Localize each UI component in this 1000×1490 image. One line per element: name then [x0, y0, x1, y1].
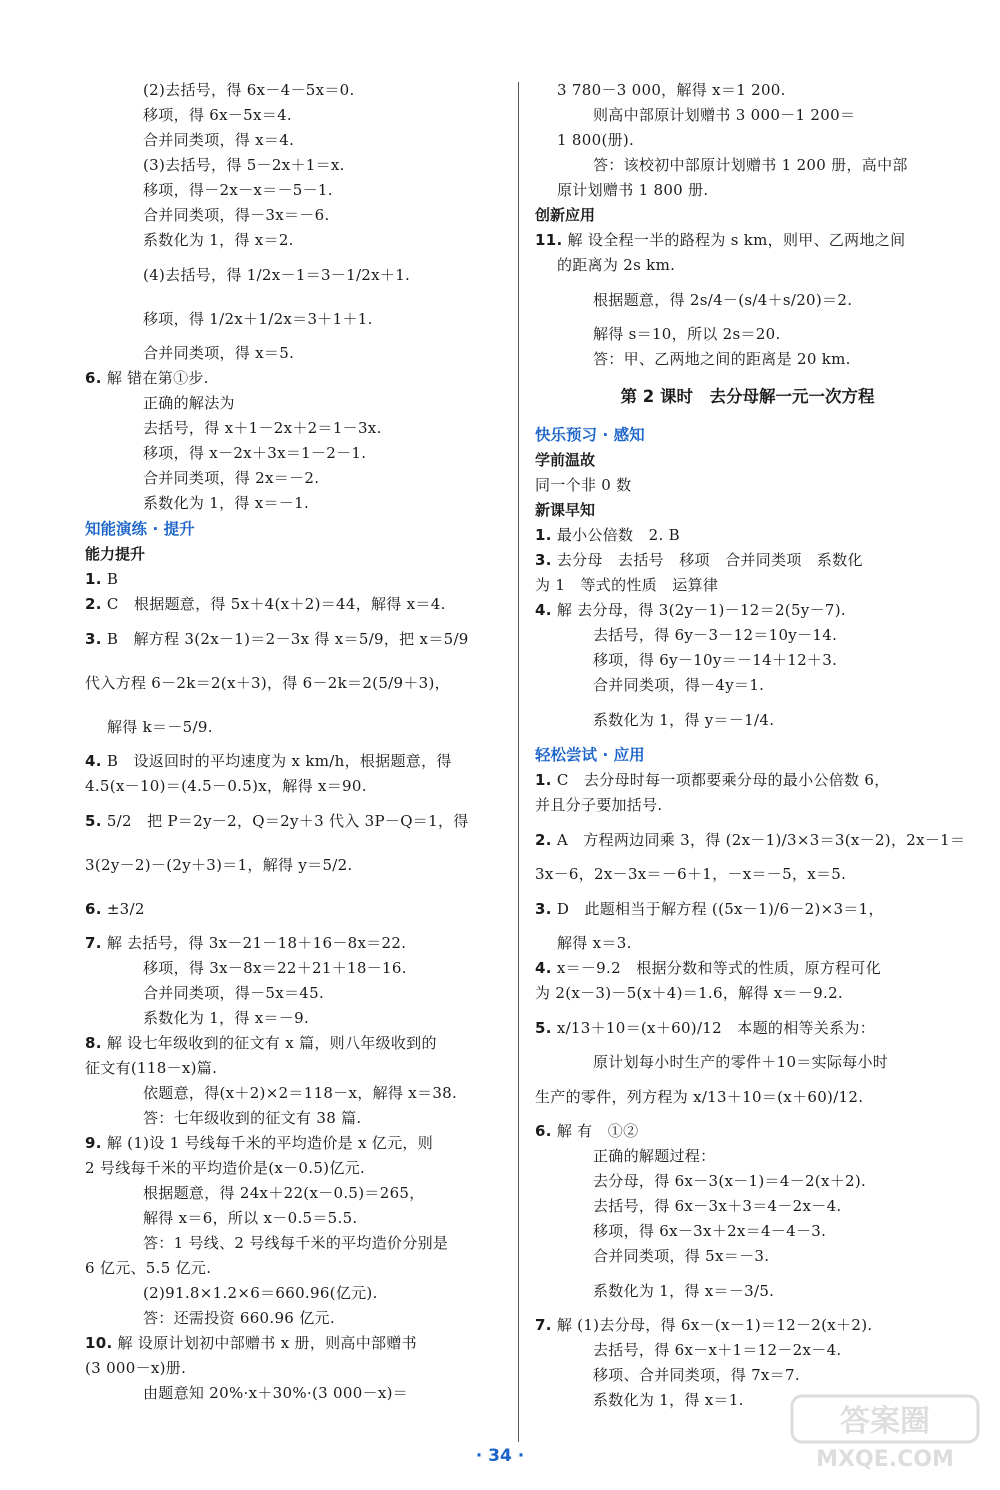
text-line — [85, 1081, 505, 1106]
line-text: 去分母 去括号 移项 合并同类项 系数化 — [551, 551, 863, 569]
text-line — [535, 103, 960, 128]
answer-item — [85, 931, 505, 956]
line-text: 5/2 把 P＝2y－2，Q＝2y＋3 代入 3P－Q＝1，得 — [101, 812, 469, 830]
line-text: D 此题相当于解方程 ((5x－1)/6－2)×3＝1， — [551, 900, 884, 918]
section-heading — [535, 372, 960, 422]
text-line — [85, 203, 505, 228]
watermark-logo — [790, 1394, 980, 1472]
line-text: 解得 x＝6，所以 x－0.5＝5.5. — [143, 1209, 358, 1227]
text-line — [85, 1056, 505, 1081]
item-number: 10. — [85, 1334, 113, 1352]
line-text: 解 有 ①② — [551, 1122, 639, 1140]
line-text: 第 2 课时 去分母解一元一次方程 — [620, 387, 875, 406]
text-line — [85, 1181, 505, 1206]
line-text: 4.5(x－10)＝(4.5－0.5)x，解得 x＝90. — [85, 777, 367, 795]
text-line — [85, 843, 505, 887]
text-line — [85, 153, 505, 178]
line-text: 解得 x＝3. — [557, 934, 632, 952]
line-text: 学前温故 — [535, 451, 596, 469]
line-text: 解得 s＝10，所以 2s＝20. — [593, 325, 781, 343]
line-text: 移项，得 6x－3x＋2x＝4－4－3. — [593, 1222, 827, 1240]
line-text: 答：该校初中部原计划赠书 1 200 册，高中部 — [593, 156, 908, 174]
line-text: 正确的解题过程： — [593, 1147, 716, 1165]
text-line — [535, 178, 960, 203]
line-text: 3(2y－2)－(2y＋3)＝1，解得 y＝5/2. — [85, 856, 353, 874]
text-line — [535, 1363, 960, 1388]
line-text: 合并同类项，得－5x＝45. — [143, 984, 325, 1002]
section-heading — [85, 542, 505, 567]
text-line — [85, 466, 505, 491]
text-line — [85, 416, 505, 441]
line-text: 解 去括号，得 3x－21－18＋16－8x＝22. — [101, 934, 407, 952]
line-text: 解得 k＝－5/9. — [107, 718, 213, 736]
text-line — [85, 491, 505, 516]
line-text: 依题意，得(x＋2)×2＝118－x，解得 x＝38. — [143, 1084, 458, 1102]
text-line — [535, 673, 960, 698]
line-text: C 去分母时每一项都要乘分母的最小公倍数 6， — [551, 771, 890, 789]
line-text: 移项，得 x－2x＋3x＝1－2－1. — [143, 444, 367, 462]
line-text: 移项，得 3x－8x＝22＋21＋18－16. — [143, 959, 407, 977]
line-text: 系数化为 1，得 x＝－3/5. — [593, 1282, 775, 1300]
item-number: 2. — [535, 831, 552, 849]
line-text: 由题意知 20%·x＋30%·(3 000－x)＝ — [143, 1384, 409, 1402]
text-line — [535, 1269, 960, 1313]
answer-item — [535, 818, 966, 862]
line-text: 去括号，得 x＋1－2x＋2＝1－3x. — [143, 419, 382, 437]
line-text: 为 1 等式的性质 运算律 — [535, 576, 719, 594]
line-text: 原计划每小时生产的零件＋10＝实际每小时 — [593, 1053, 889, 1071]
text-line — [85, 228, 505, 253]
text-line — [85, 661, 505, 705]
line-text: 知能演练 · 提升 — [85, 520, 195, 538]
text-line — [85, 774, 505, 799]
answer-item — [85, 1131, 505, 1156]
answer-item — [535, 1119, 960, 1144]
text-line — [535, 648, 960, 673]
line-text: 正确的解法为 — [143, 394, 235, 412]
item-number: 7. — [85, 934, 102, 952]
line-text: 则高中部原计划赠书 3 000－1 200＝ — [593, 106, 856, 124]
line-text: 移项，得 1/2x＋1/2x＝3＋1＋1. — [143, 310, 373, 328]
line-text: (4)去括号，得 1/2x－1＝3－1/2x＋1. — [143, 266, 411, 284]
left-column — [85, 78, 505, 1406]
answer-item — [535, 548, 960, 573]
line-text: 轻松尝试 · 应用 — [535, 746, 645, 764]
item-number: 1. — [535, 771, 552, 789]
line-text: (2)去括号，得 6x－4－5x＝0. — [143, 81, 355, 99]
text-line — [535, 347, 960, 372]
item-number: 8. — [85, 1034, 102, 1052]
section-heading — [535, 203, 960, 228]
text-line — [85, 1381, 505, 1406]
line-text: B 设返回时的平均速度为 x km/h，根据题意，得 — [101, 752, 452, 770]
page-number: · 34 · — [475, 1446, 525, 1466]
text-line — [85, 128, 505, 153]
text-line — [85, 253, 505, 297]
line-text: 根据题意，得 2s/4－(s/4＋s/20)＝2. — [593, 291, 853, 309]
item-number: 11. — [535, 231, 563, 249]
text-line — [535, 1338, 960, 1363]
text-line — [85, 103, 505, 128]
line-text: 同一个非 0 数 — [535, 476, 632, 494]
text-line — [85, 391, 505, 416]
line-text: 合并同类项，得 x＝5. — [143, 344, 295, 362]
line-text: B 解方程 3(2x－1)＝2－3x 得 x＝5/9，把 x＝5/9 — [101, 630, 469, 648]
text-line — [85, 1106, 505, 1131]
line-text: x＝－9.2 根据分数和等式的性质，原方程可化 — [551, 959, 882, 977]
text-line — [85, 1156, 505, 1181]
text-line — [535, 253, 960, 278]
section-heading — [535, 742, 960, 768]
line-text: 去括号，得 6x－x＋1＝12－2x－4. — [593, 1341, 842, 1359]
text-line — [85, 78, 505, 103]
text-line — [535, 473, 960, 498]
text-line — [535, 1075, 960, 1119]
line-text: 解 (1)去分母，得 6x－(x－1)＝12－2(x＋2). — [551, 1316, 873, 1334]
text-line — [535, 1169, 960, 1194]
line-text: 2 号线每千米的平均造价是(x－0.5)亿元. — [85, 1159, 365, 1177]
text-line — [535, 931, 960, 956]
line-text: 系数化为 1，得 x＝2. — [143, 231, 294, 249]
line-text: 解 去分母，得 3(2y－1)－12＝2(5y－7). — [551, 601, 846, 619]
line-text: 新课早知 — [535, 501, 596, 519]
text-line — [535, 981, 960, 1006]
line-text: (3 000－x)册. — [85, 1359, 187, 1377]
text-line — [535, 698, 960, 742]
answer-item — [85, 1331, 505, 1356]
text-line — [535, 623, 960, 648]
text-line — [535, 793, 960, 818]
text-line — [535, 573, 960, 598]
line-text: 移项，得 6y－10y＝－14＋12＋3. — [593, 651, 838, 669]
watermark-top: 答案圈 — [840, 1404, 930, 1439]
line-text: 答：1 号线、2 号线每千米的平均造价分别是 — [143, 1234, 449, 1252]
line-text: 6 亿元、5.5 亿元. — [85, 1259, 212, 1277]
line-text: ±3/2 — [101, 900, 145, 918]
item-number: 6. — [85, 900, 102, 918]
text-line — [535, 1244, 960, 1269]
line-text: 移项，得－2x－x＝－5－1. — [143, 181, 333, 199]
item-number: 4. — [535, 601, 552, 619]
line-text: 系数化为 1，得 y＝－1/4. — [593, 711, 775, 729]
text-line — [85, 441, 505, 466]
line-text: 为 2(x－3)－5(x＋4)＝1.6，解得 x＝－9.2. — [535, 984, 843, 1002]
item-number: 4. — [535, 959, 552, 977]
item-number: 2. — [85, 595, 102, 613]
item-number: 1. — [85, 570, 102, 588]
line-text: 代入方程 6－2k＝2(x＋3)，得 6－2k＝2(5/9＋3)， — [85, 674, 450, 692]
text-line — [85, 1256, 505, 1281]
answer-item — [85, 617, 505, 661]
answer-item — [535, 887, 960, 931]
text-line — [85, 1356, 505, 1381]
text-line — [85, 981, 505, 1006]
line-text: 征文有(118－x)篇. — [85, 1059, 218, 1077]
text-line — [535, 278, 960, 322]
item-number: 5. — [535, 1019, 552, 1037]
line-text: x/13＋10＝(x＋60)/12 本题的相等关系为： — [551, 1019, 875, 1037]
column-divider — [518, 82, 519, 1442]
answer-item — [535, 1006, 960, 1050]
text-line — [85, 956, 505, 981]
line-text: 系数化为 1，得 x＝1. — [593, 1391, 744, 1409]
text-line — [535, 1219, 960, 1244]
line-text: 3x－6，2x－3x＝－6＋1，－x＝－5，x＝5. — [535, 865, 847, 883]
line-text: 创新应用 — [535, 206, 596, 224]
text-line — [85, 1281, 505, 1306]
answer-item — [85, 887, 505, 931]
answer-item — [85, 749, 505, 774]
line-text: 移项，得 6x－5x＝4. — [143, 106, 292, 124]
line-text: B — [101, 570, 119, 588]
line-text: 并且分子要加括号. — [535, 796, 663, 814]
text-line — [535, 78, 960, 103]
line-text: 去括号，得 6x－3x＋3＝4－2x－4. — [593, 1197, 842, 1215]
section-heading — [85, 516, 505, 542]
line-text: 答：七年级收到的征文有 38 篇. — [143, 1109, 362, 1127]
answer-item — [535, 523, 960, 548]
section-heading — [535, 448, 960, 473]
line-text: 解 设七年级收到的征文有 x 篇，则八年级收到的 — [101, 1034, 437, 1052]
line-text: 系数化为 1，得 x＝－9. — [143, 1009, 310, 1027]
line-text: 解 设全程一半的路程为 s km，则甲、乙两地之间 — [562, 231, 906, 249]
line-text: 答：还需投资 660.96 亿元. — [143, 1309, 335, 1327]
line-text: 移项、合并同类项，得 7x＝7. — [593, 1366, 800, 1384]
text-line — [535, 1050, 960, 1075]
item-number: 3. — [85, 630, 102, 648]
text-line — [85, 1206, 505, 1231]
text-line — [535, 1144, 960, 1169]
watermark-bottom: MXQE.COM — [816, 1447, 954, 1472]
section-heading — [535, 422, 960, 448]
answer-item — [535, 768, 960, 793]
line-text: C 根据题意，得 5x＋4(x＋2)＝44，解得 x＝4. — [101, 595, 446, 613]
line-text: 合并同类项，得－3x＝－6. — [143, 206, 330, 224]
answer-item — [535, 228, 960, 253]
item-number: 1. — [535, 526, 552, 544]
answer-item — [85, 799, 505, 843]
text-line — [85, 1306, 505, 1331]
answer-item — [85, 592, 505, 617]
line-text: (3)去括号，得 5－2x＋1＝x. — [143, 156, 345, 174]
answer-item — [535, 956, 960, 981]
text-line — [535, 322, 960, 347]
item-number: 3. — [535, 900, 552, 918]
line-text: 答：甲、乙两地之间的距离是 20 km. — [593, 350, 851, 368]
line-text: 根据题意，得 24x＋22(x－0.5)＝265， — [143, 1184, 425, 1202]
line-text: 原计划赠书 1 800 册. — [557, 181, 709, 199]
text-line — [85, 1231, 505, 1256]
item-number: 5. — [85, 812, 102, 830]
section-heading — [535, 498, 960, 523]
item-number: 4. — [85, 752, 102, 770]
line-text: (2)91.8×1.2×6＝660.96(亿元). — [143, 1284, 378, 1302]
item-number: 6. — [85, 369, 102, 387]
item-number: 3. — [535, 551, 552, 569]
right-column — [535, 78, 966, 1413]
line-text: 解 (1)设 1 号线每千米的平均造价是 x 亿元，则 — [101, 1134, 434, 1152]
line-text: 的距离为 2s km. — [557, 256, 676, 274]
line-text: 合并同类项，得－4y＝1. — [593, 676, 765, 694]
text-line — [85, 1006, 505, 1031]
line-text: 合并同类项，得 2x＝－2. — [143, 469, 320, 487]
text-line — [85, 705, 505, 749]
text-line — [85, 297, 505, 341]
item-number: 6. — [535, 1122, 552, 1140]
line-text: 能力提升 — [85, 545, 146, 563]
line-text: 解 错在第①步. — [101, 369, 209, 387]
answer-item — [535, 1313, 960, 1338]
line-text: 3 780－3 000，解得 x＝1 200. — [557, 81, 786, 99]
answer-item — [85, 366, 505, 391]
text-line — [535, 862, 960, 887]
text-line — [535, 153, 960, 178]
line-text: 去括号，得 6y－3－12＝10y－14. — [593, 626, 838, 644]
answer-item — [535, 598, 960, 623]
answer-item — [85, 1031, 505, 1056]
text-line — [85, 341, 505, 366]
answer-item — [85, 567, 505, 592]
line-text: 生产的零件，列方程为 x/13＋10＝(x＋60)/12. — [535, 1088, 864, 1106]
line-text: 系数化为 1，得 x＝－1. — [143, 494, 310, 512]
line-text: 最小公倍数 2. B — [551, 526, 680, 544]
text-line — [535, 1194, 960, 1219]
item-number: 9. — [85, 1134, 102, 1152]
line-text: 快乐预习 · 感知 — [535, 426, 645, 444]
line-text: 合并同类项，得 5x＝－3. — [593, 1247, 770, 1265]
line-text: A 方程两边同乘 3，得 (2x－1)/3×3＝3(x－2)，2x－1＝ — [551, 831, 966, 849]
line-text: 去分母，得 6x－3(x－1)＝4－2(x＋2). — [593, 1172, 867, 1190]
line-text: 1 800(册). — [557, 131, 635, 149]
text-line — [85, 178, 505, 203]
line-text: 合并同类项，得 x＝4. — [143, 131, 295, 149]
item-number: 7. — [535, 1316, 552, 1334]
line-text: 解 设原计划初中部赠书 x 册，则高中部赠书 — [112, 1334, 417, 1352]
text-line — [535, 128, 960, 153]
